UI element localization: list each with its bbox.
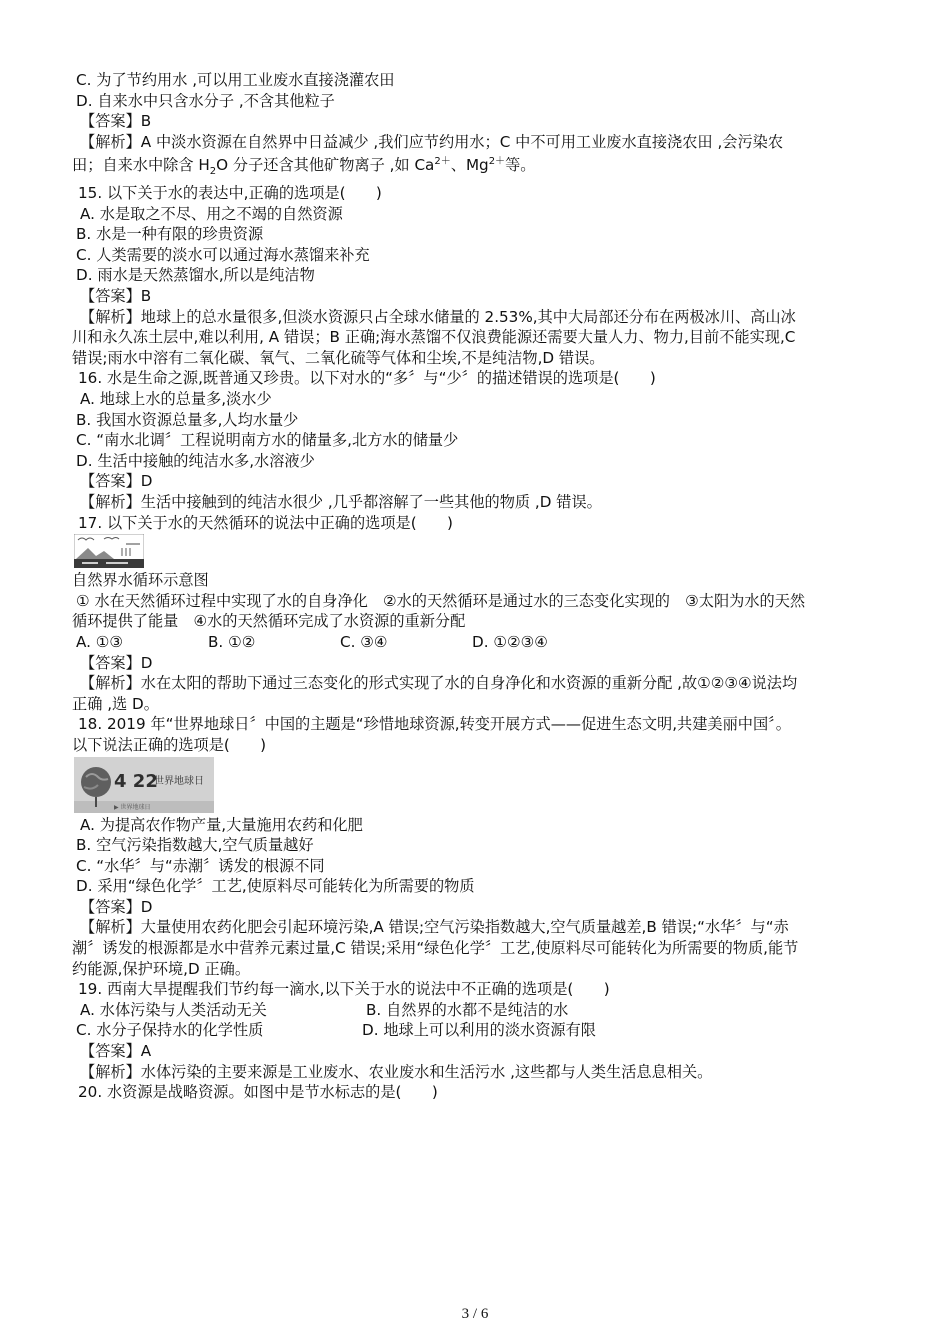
q17-option-a: A. ①③ (76, 632, 124, 651)
earth-day-caption: ▶ 世界地球日 (114, 803, 151, 811)
page-content (72, 70, 882, 1103)
q18-analysis-line-3: 约能源,保护环境,D 正确。 (72, 959, 251, 978)
q15-option-c: C. 人类需要的淡水可以通过海水蒸馏来补充 (76, 245, 370, 264)
q14-analysis-line-1: 【解析】A 中淡水资源在自然界中日益减少 ,我们应节约用水；C 中不可用工业废水直接浇农田 ,会污染农 (80, 132, 784, 151)
q17-analysis-line-2: 正确 ,选 D。 (72, 694, 159, 713)
q18-stem-line-1: 18. 2019 年“世界地球日〞中国的主题是“珍惜地球资源,转变开展方式——促进生态文明,共建美丽中国〞。 (78, 715, 791, 734)
q15-stem: 15. 以下关于水的表达中,正确的选项是( ) (78, 184, 382, 203)
q15-analysis-line-3: 错误;雨水中溶有二氧化碳、氧气、二氧化硫等气体和尘埃,不是纯洁物,D 错误。 (72, 348, 605, 367)
q16-option-a: A. 地球上水的总量多,淡水少 (80, 390, 272, 408)
q17-statements-line-2: 循环提供了能量 ④水的天然循环完成了水资源的重新分配 (72, 612, 466, 631)
q19-option-d: D. 地球上可以利用的淡水资源有限 (362, 1021, 596, 1040)
q19-options-row-1 (72, 1000, 882, 1021)
q17-option-c: C. ③④ (340, 632, 388, 651)
q17-analysis-line-1: 【解析】水在太阳的帮助下通过三态变化的形式实现了水的自身净化和水资源的重新分配 ,故①②③④说法均 (80, 674, 798, 693)
q15-option-b: B. 水是一种有限的珍贵资源 (76, 225, 264, 244)
q14-option-c: C. 为了节约用水 ,可以用工业废水直接浇灌农田 (76, 71, 395, 89)
q15-answer: 【答案】B (80, 287, 152, 306)
earth-day-figure (74, 757, 214, 813)
q17-statements-line-1: ① 水在天然循环过程中实现了水的自身净化 ②水的天然循环是通过水的三态变化实现的 ③太阳为水的天然 (76, 591, 806, 610)
q18-stem-line-2: 以下说法正确的选项是( ) (72, 735, 267, 754)
q19-options-row-2 (72, 1020, 882, 1041)
q15-analysis-line-1: 【解析】地球上的总水量很多,但淡水资源只占全球水储量的 2.53%,其中大局部还分布在两极冰川、高山冰 (80, 307, 796, 326)
q16-option-c: C. “南水北调〞工程说明南方水的储量多,北方水的储量少 (76, 431, 459, 450)
q16-option-d: D. 生活中接触的纯洁水多,水溶液少 (76, 451, 315, 470)
q19-option-b: B. 自然界的水都不是纯洁的水 (366, 1000, 569, 1019)
earth-day-number: 4 22 (114, 770, 158, 792)
q14-option-d: D. 自来水中只含水分子 ,不含其他粒子 (76, 91, 335, 110)
globe-icon (81, 767, 111, 797)
q15-option-d: D. 雨水是天然蒸馏水,所以是纯洁物 (76, 266, 315, 285)
q17-option-b: B. ①② (208, 632, 256, 651)
q14-answer: 【答案】B (80, 112, 152, 131)
q15-option-a: A. 水是取之不尽、用之不竭的自然资源 (80, 204, 343, 223)
q17-figure-caption: 自然界水循环示意图 (72, 571, 209, 590)
q18-answer: 【答案】D (80, 897, 153, 916)
q18-option-a: A. 为提高农作物产量,大量施用农药和化肥 (80, 815, 363, 834)
q20-stem: 20. 水资源是战略资源。如图中是节水标志的是( ) (78, 1083, 438, 1102)
q19-analysis: 【解析】水体污染的主要来源是工业废水、农业废水和生活污水 ,这些都与人类生活息息相关。 (80, 1062, 713, 1081)
q18-option-b: B. 空气污染指数越大,空气质量越好 (76, 836, 314, 855)
q16-answer: 【答案】D (80, 472, 153, 491)
page-number: 3 / 6 (461, 1306, 489, 1322)
q16-option-b: B. 我国水资源总量多,人均水量少 (76, 410, 299, 429)
q17-stem: 17. 以下关于水的天然循环的说法中正确的选项是( ) (78, 513, 453, 532)
earth-day-title: 世界地球日 (154, 775, 204, 787)
q18-option-c: C. “水华〞与“赤潮〞诱发的根源不同 (76, 856, 325, 875)
q16-stem: 16. 水是生命之源,既普通又珍贵。以下对水的“多〞与“少〞的描述错误的选项是( ) (78, 369, 656, 388)
q16-analysis: 【解析】生活中接触到的纯洁水很少 ,几乎都溶解了一些其他的物质 ,D 错误。 (80, 492, 602, 511)
q18-analysis-line-2: 潮〞诱发的根源都是水中营养元素过量,C 错误;采用“绿色化学〞工艺,使原料尽可能转化为所需要的物质,能节 (72, 939, 799, 958)
q18-option-d: D. 采用“绿色化学〞工艺,使原料尽可能转化为所需要的物质 (76, 877, 475, 896)
q19-answer: 【答案】A (80, 1042, 152, 1061)
q19-stem: 19. 西南大旱提醒我们节约每一滴水,以下关于水的说法中不正确的选项是( ) (78, 980, 610, 999)
water-cycle-figure (74, 534, 144, 568)
q18-analysis-line-1: 【解析】大量使用农药化肥会引起环境污染,A 错误;空气污染指数越大,空气质量越差,B 错误;“水华〞与“赤 (80, 918, 789, 937)
q14-analysis-line-2: 田；自来水中除含 $H_2O$ 分子还含其他矿物离子 ,如 $Ca^{2+}$、$Mg^{2+}$等。 (72, 156, 536, 178)
q15-analysis-line-2: 川和永久冻土层中,难以利用, A 错误；B 正确;海水蒸馏不仅浪费能源还需要大量人力、物力,目前不能实现,C (72, 328, 796, 347)
q19-option-c: C. 水分子保持水的化学性质 (76, 1021, 264, 1040)
q17-options (72, 632, 882, 653)
q17-answer: 【答案】D (80, 653, 153, 672)
q17-option-d: D. ①②③④ (472, 632, 548, 651)
q19-option-a: A. 水体污染与人类活动无关 (80, 1000, 267, 1019)
